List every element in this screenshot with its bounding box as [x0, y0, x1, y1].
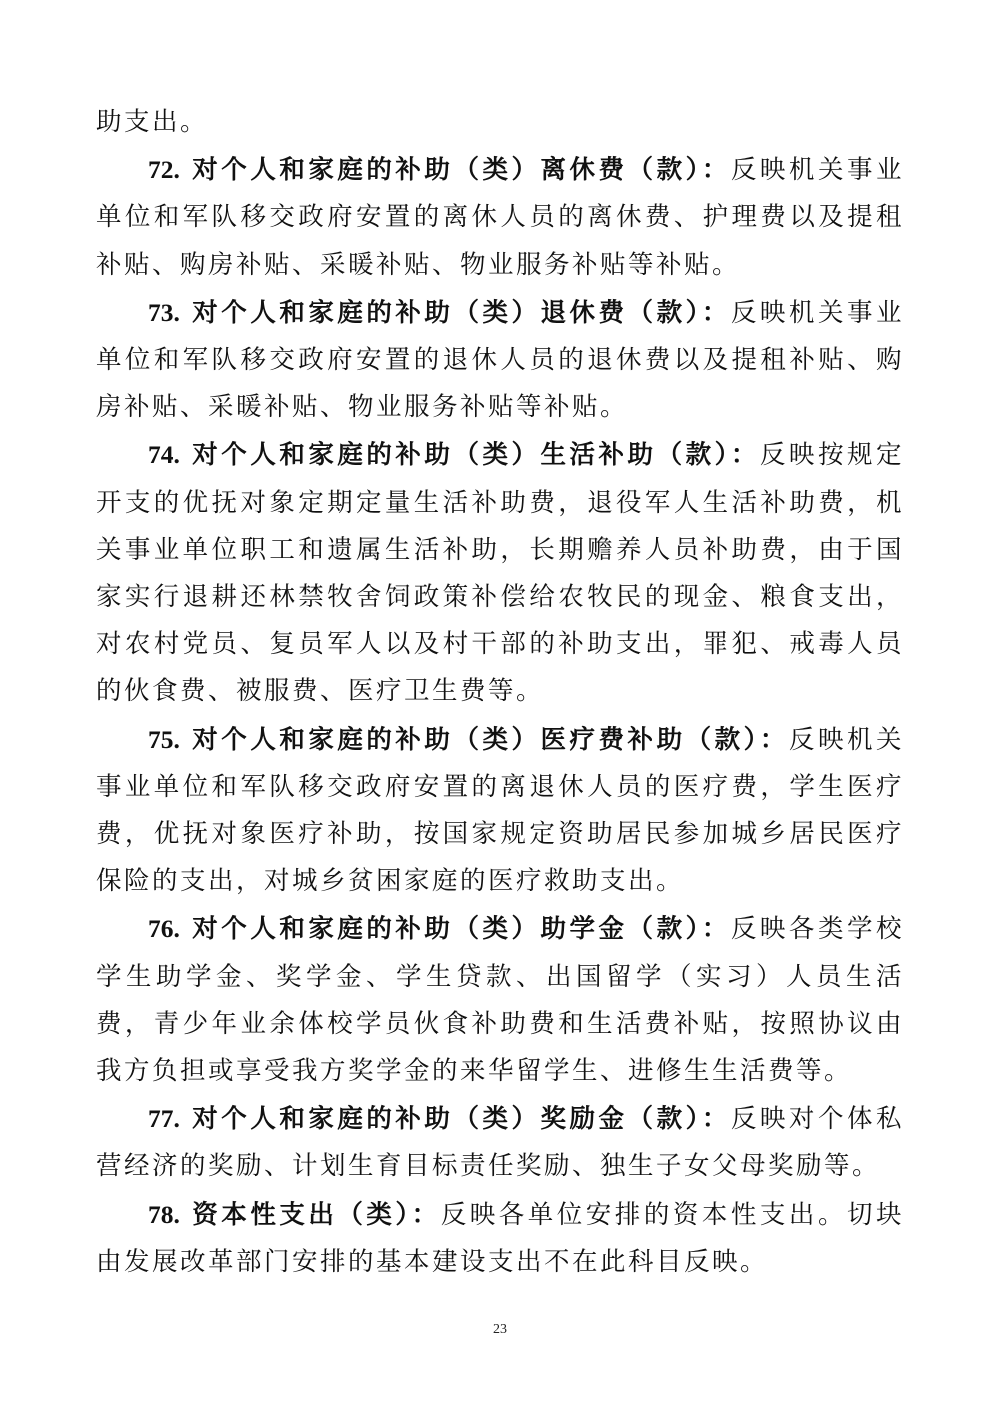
section-number: 72. [148, 155, 180, 185]
section-heading [148, 298, 731, 328]
section-heading [148, 155, 731, 185]
section-heading [148, 725, 789, 755]
section-78 [96, 1191, 904, 1286]
document-body [96, 99, 904, 1286]
section-heading [148, 1200, 441, 1230]
section-title: 对个人和家庭的补助（类）医疗费补助（款）： [192, 724, 789, 755]
section-body: 反映各单位安排的资本性支出。切块由发展改革部门安排的基本建设支出不在此科目反映。 [96, 1199, 904, 1277]
section-74 [96, 431, 904, 715]
section-body: 反映对个体私营经济的奖励、计划生育目标责任奖励、独生子女父母奖励等。 [96, 1104, 904, 1182]
section-title: 对个人和家庭的补助（类）奖励金（款）： [192, 1104, 731, 1135]
section-body: 反映机关事业单位和军队移交政府安置的退休人员的退休费以及提租补贴、购房补贴、采暖补贴、物业服务补贴等补贴。 [96, 297, 904, 423]
section-number: 73. [148, 297, 180, 327]
section-number: 77. [148, 1104, 180, 1134]
page-number: 23 [493, 1322, 507, 1337]
section-body: 反映机关事业单位和军队移交政府安置的离休人员的离休费、护理费以及提租补贴、购房补贴、采暖补贴、物业服务补贴等补贴。 [96, 155, 904, 280]
section-title: 对个人和家庭的补助（类）助学金（款）： [192, 914, 731, 945]
section-number: 78. [148, 1199, 180, 1229]
continuation-text: 助支出。 [96, 107, 209, 137]
section-title: 对个人和家庭的补助（类）生活补助（款）： [192, 440, 760, 471]
section-title: 资本性支出（类）： [192, 1199, 441, 1230]
section-heading [148, 440, 760, 470]
section-number: 76. [148, 914, 180, 944]
section-body: 反映按规定开支的优抚对象定期定量生活补助费，退役军人生活补助费，机关事业单位职工和遗属生活补助，长期赡养人员补助费，由于国家实行退耕还林禁牧舍饲政策补偿给农牧民的现金、粮食支出，对农村党员、复员军人以及村干部的补助支出，罪犯、戒毒人员的伙食费、被服费、医疗卫生费等。 [96, 440, 904, 707]
section-72 [96, 146, 904, 289]
section-body: 反映机关事业单位和军队移交政府安置的离退休人员的医疗费，学生医疗费，优抚对象医疗补助，按国家规定资助居民参加城乡居民医疗保险的支出，对城乡贫困家庭的医疗救助支出。 [96, 724, 904, 897]
section-76 [96, 905, 904, 1095]
section-number: 74. [148, 440, 180, 470]
section-body: 反映各类学校学生助学金、奖学金、学生贷款、出国留学（实习）人员生活费，青少年业余体校学员伙食补助费和生活费补贴，按照协议由我方负担或享受我方奖学金的来华留学生、进修生生活费等。 [96, 914, 904, 1087]
section-title: 对个人和家庭的补助（类）退休费（款）： [192, 297, 731, 328]
section-75 [96, 716, 904, 906]
section-77 [96, 1095, 904, 1190]
section-heading [148, 1104, 731, 1134]
section-number: 75. [148, 724, 180, 754]
section-73 [96, 289, 904, 432]
section-title: 对个人和家庭的补助（类）离休费（款）： [192, 155, 731, 186]
section-heading [148, 914, 731, 944]
